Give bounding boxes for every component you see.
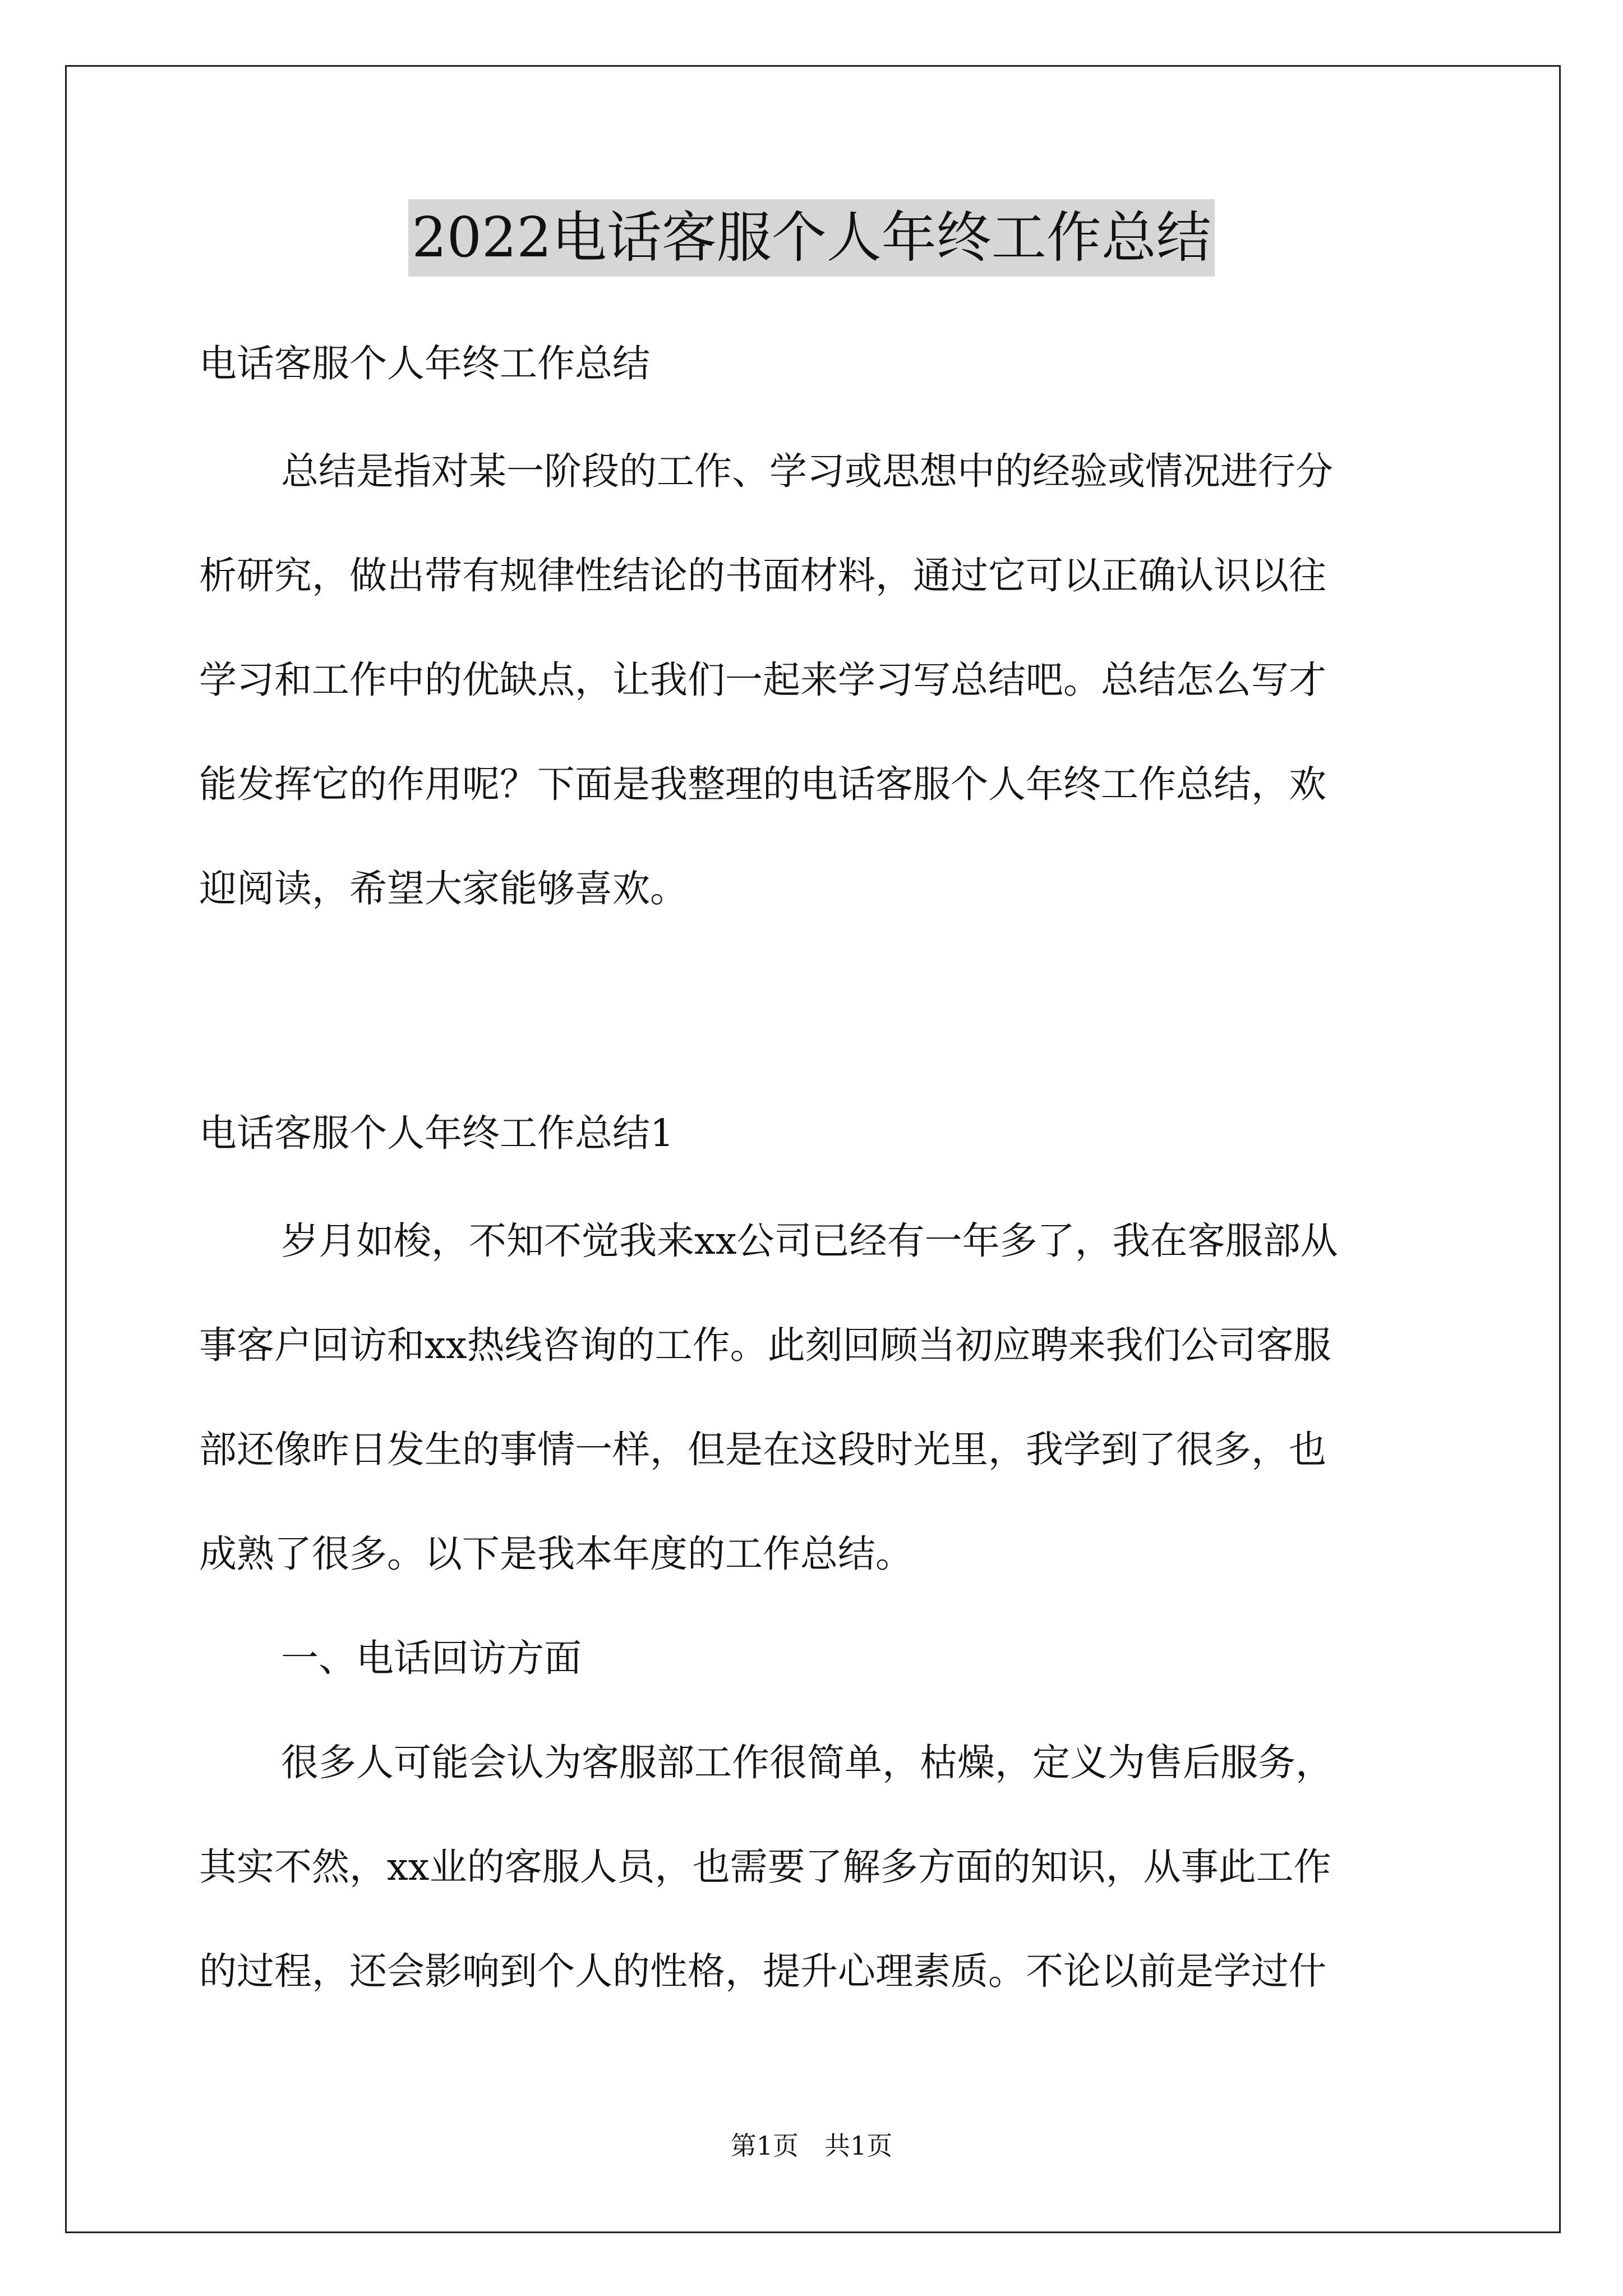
paragraph-line: 成熟了很多。以下是我本年度的工作总结。 xyxy=(199,1532,913,1576)
intro-line: 学习和工作中的优缺点，让我们一起来学习写总结吧。总结怎么写才 xyxy=(199,658,1326,702)
paragraph-line: 很多人可能会认为客服部工作很简单，枯燥，定义为售后服务， xyxy=(281,1741,1333,1784)
paragraph-spacer xyxy=(199,941,1433,1081)
paragraph-line: 的过程，还会影响到个人的性格，提升心理素质。不论以前是学过什 xyxy=(199,1949,1326,1993)
intro-line: 总结是指对某一阶段的工作、学习或思想中的经验或情况进行分 xyxy=(281,449,1333,493)
section-title: 电话客服个人年终工作总结1 xyxy=(199,1111,674,1155)
title-container xyxy=(0,199,1623,277)
paragraph-line: 其实不然，xx业的客服人员，也需要了解多方面的知识，从事此工作 xyxy=(199,1845,1331,1889)
document-subtitle: 电话客服个人年终工作总结 xyxy=(199,342,650,385)
document-title: 2022电话客服个人年终工作总结 xyxy=(408,199,1214,277)
paragraph-line: 事客户回访和xx热线咨询的工作。此刻回顾当初应聘来我们公司客服 xyxy=(199,1323,1331,1367)
paragraph-line: 岁月如梭，不知不觉我来xx公司已经有一年多了，我在客服部从 xyxy=(281,1219,1338,1263)
subheading: 一、电话回访方面 xyxy=(281,1636,582,1680)
intro-line: 迎阅读，希望大家能够喜欢。 xyxy=(199,867,688,910)
intro-line: 析研究，做出带有规律性结论的书面材料，通过它可以正确认识以往 xyxy=(199,554,1326,597)
page-number-footer: 第1页 共1页 xyxy=(730,2131,893,2161)
intro-line: 能发挥它的作用呢？下面是我整理的电话客服个人年终工作总结，欢 xyxy=(199,762,1326,806)
document-body xyxy=(199,311,1433,2023)
paragraph-line: 部还像昨日发生的事情一样，但是在这段时光里，我学到了很多，也 xyxy=(199,1428,1326,1471)
